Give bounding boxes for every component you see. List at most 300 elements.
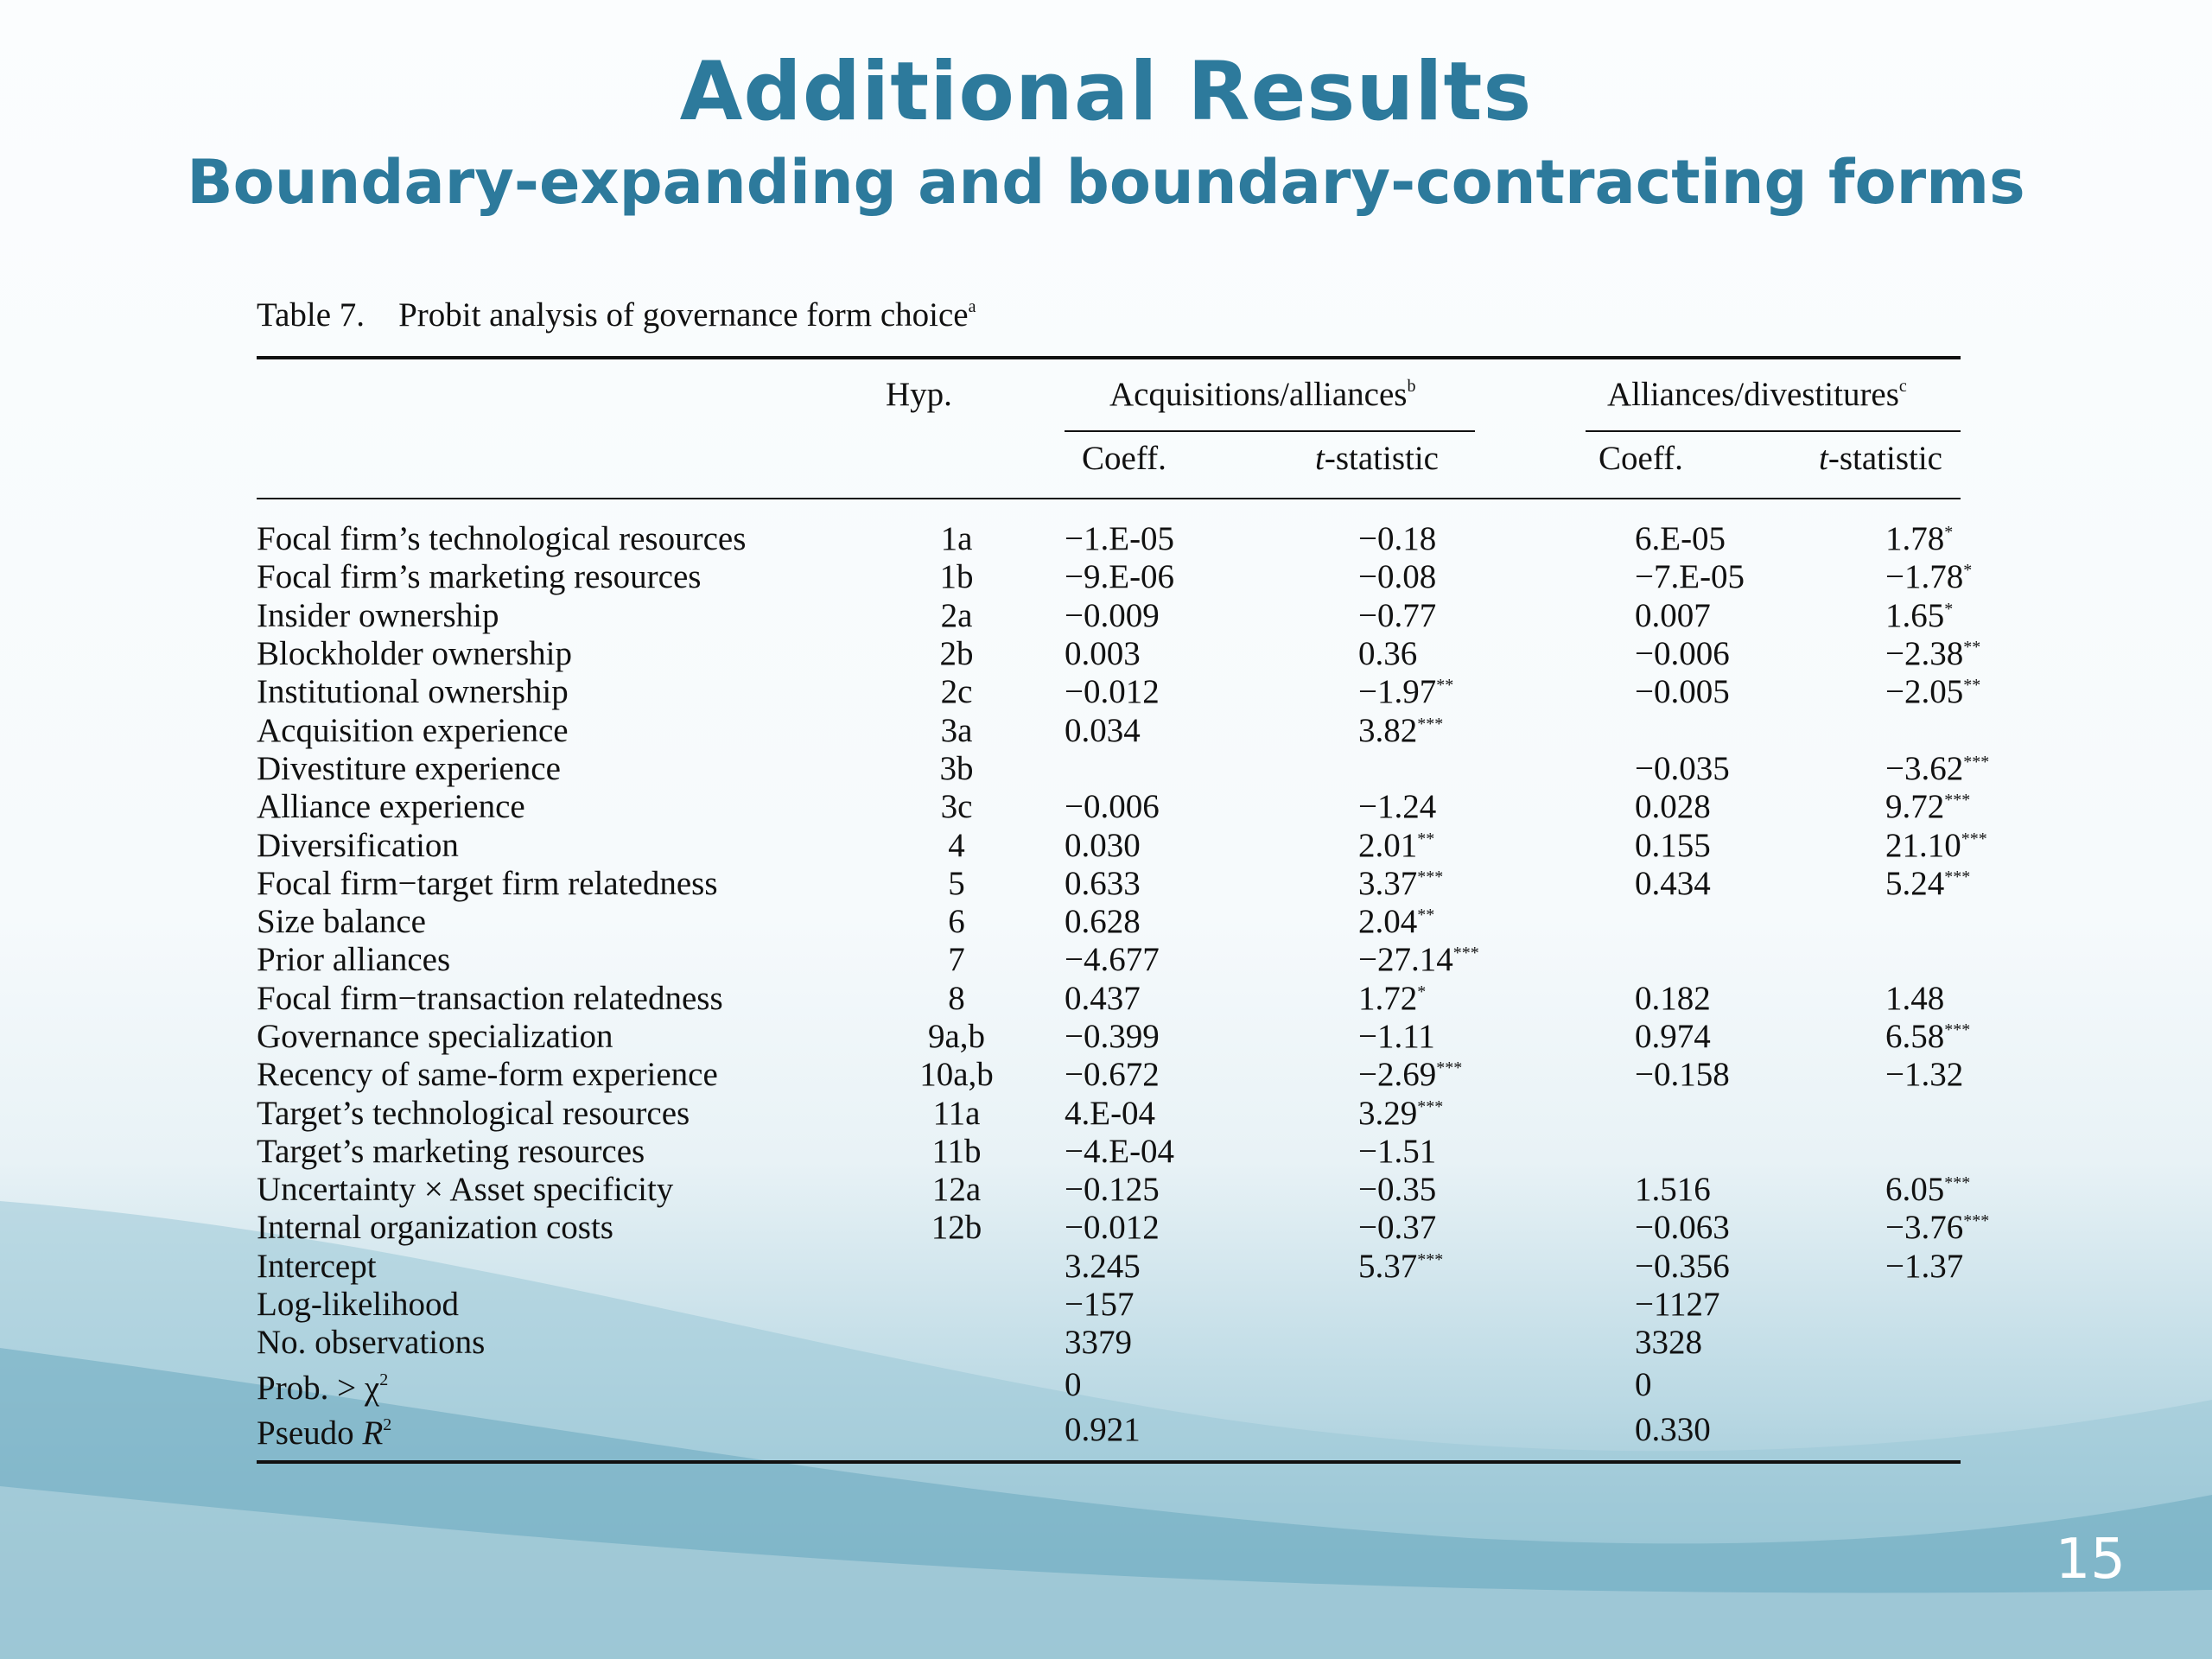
tstat-cell-2 — [1859, 711, 2069, 749]
table-row — [257, 1209, 2069, 1247]
hyp-cell — [879, 941, 1034, 979]
coeff-cell-1 — [1034, 673, 1324, 711]
coeff-cell-2 — [1618, 673, 1859, 711]
significance-stars: ** — [1417, 906, 1435, 925]
coeff-cell-1 — [1034, 788, 1324, 826]
row-label — [257, 865, 879, 903]
hyp-cell — [879, 711, 1034, 749]
row-label — [257, 980, 879, 1018]
tstat-italic-2: t — [1819, 440, 1828, 477]
significance-stars: *** — [1944, 791, 1971, 810]
tstat-cell-2 — [1859, 1209, 2069, 1247]
table-row — [257, 1056, 2069, 1094]
tstat-cell-2-text: −3.62 — [1885, 749, 1964, 787]
row-label-text: Focal firm−transaction relatedness — [257, 979, 723, 1017]
tstat-cell-2-text: −2.05 — [1885, 673, 1964, 711]
hyp-cell — [879, 1133, 1034, 1171]
tstat-cell-1-text: 3.29 — [1358, 1094, 1418, 1132]
tstat-cell-2-text: −3.76 — [1885, 1209, 1964, 1247]
coeff-cell-1 — [1034, 1056, 1324, 1094]
significance-stars: * — [1944, 599, 1954, 619]
row-label — [257, 941, 879, 979]
table-row — [257, 711, 2069, 749]
tstat-cell-1 — [1324, 941, 1618, 979]
row-label-text: Insider ownership — [257, 596, 499, 634]
row-label-text: Pseudo — [257, 1414, 363, 1452]
coeff-cell-2 — [1618, 520, 1859, 558]
table-row — [257, 1286, 2069, 1324]
significance-stars: * — [1944, 523, 1954, 543]
row-label — [257, 903, 879, 941]
tstat-cell-1 — [1324, 1056, 1618, 1094]
row-label-text: Acquisition experience — [257, 711, 569, 749]
hyp-cell-text: 1b — [939, 558, 974, 596]
row-label-text: Prior alliances — [257, 941, 451, 979]
tstat-cell-2 — [1859, 597, 2069, 635]
group1-rule — [1065, 430, 1475, 432]
tstat-cell-2-text: 1.78 — [1885, 520, 1945, 558]
coeff-cell-1-text: 4.E-04 — [1065, 1094, 1156, 1132]
coeff-cell-2-text: 0.007 — [1635, 596, 1711, 634]
coeff-cell-2 — [1618, 1324, 1859, 1362]
caption-text: Probit analysis of governance form choice — [398, 296, 969, 334]
tstat-header-1 — [1315, 439, 1439, 478]
row-label-text: Alliance experience — [257, 788, 525, 826]
top-rule — [257, 356, 1961, 359]
row-label — [257, 1248, 879, 1286]
coeff-cell-2-text: −0.005 — [1635, 673, 1730, 711]
hyp-cell-text: 8 — [948, 979, 965, 1017]
hyp-cell — [879, 865, 1034, 903]
row-label — [257, 826, 879, 864]
coeff-cell-2 — [1618, 1363, 1859, 1408]
hyp-cell-text: 9a,b — [927, 1018, 986, 1055]
tstat-cell-2 — [1859, 903, 2069, 941]
tstat-cell-2 — [1859, 1286, 2069, 1324]
coeff-cell-2 — [1618, 597, 1859, 635]
coeff-cell-1 — [1034, 711, 1324, 749]
significance-stars: *** — [1944, 1173, 1971, 1193]
table-row — [257, 673, 2069, 711]
coeff-cell-1 — [1034, 597, 1324, 635]
row-label — [257, 1133, 879, 1171]
hyp-cell — [879, 673, 1034, 711]
row-label-text: Recency of same-form experience — [257, 1056, 718, 1094]
data-table — [257, 520, 2069, 1452]
tstat-cell-1-text: 3.82 — [1358, 711, 1418, 749]
significance-stars: * — [1963, 561, 1973, 581]
slide-title: Additional Results — [679, 45, 1533, 139]
coeff-cell-2 — [1618, 635, 1859, 673]
row-label — [257, 788, 879, 826]
hyp-cell-text: 7 — [948, 941, 965, 979]
hyp-cell-text: 2c — [940, 673, 973, 711]
tstat-cell-1 — [1324, 1324, 1618, 1362]
coeff-cell-1-text: 0.628 — [1065, 903, 1141, 941]
hyp-cell-text: 11a — [932, 1094, 981, 1132]
tstat-cell-2-text: 21.10 — [1885, 826, 1961, 864]
hyp-cell-text: 2b — [939, 635, 974, 673]
group2-rule — [1586, 430, 1961, 432]
hyp-cell-text: 11b — [931, 1132, 982, 1170]
table-row — [257, 750, 2069, 788]
coeff-cell-2 — [1618, 1209, 1859, 1247]
coeff-cell-2-text: 3328 — [1635, 1324, 1702, 1362]
tstat-cell-1 — [1324, 865, 1618, 903]
significance-stars: *** — [1944, 867, 1971, 887]
row-label-text: No. observations — [257, 1324, 486, 1362]
coeff-cell-1 — [1034, 980, 1324, 1018]
hyp-cell — [879, 1171, 1034, 1209]
group2-header-text: Alliances/divestitures — [1607, 376, 1899, 413]
table-caption — [257, 296, 976, 334]
coeff-cell-2 — [1618, 1056, 1859, 1094]
tstat-cell-1 — [1324, 980, 1618, 1018]
coeff-cell-1-text: 0.003 — [1065, 635, 1141, 673]
coeff-cell-2 — [1618, 788, 1859, 826]
tstat-header-2 — [1819, 439, 1942, 478]
row-label-text: Size balance — [257, 903, 426, 941]
coeff-header-1: Coeff. — [1082, 440, 1166, 477]
tstat-cell-2 — [1859, 980, 2069, 1018]
tstat-cell-1-text: −0.18 — [1358, 520, 1437, 558]
significance-stars: * — [1417, 982, 1427, 1001]
significance-stars: *** — [1436, 1058, 1463, 1078]
tstat-cell-2 — [1859, 941, 2069, 979]
significance-stars: *** — [1963, 1211, 1990, 1231]
coeff-cell-1 — [1034, 1408, 1324, 1452]
coeff-cell-2-text: −0.063 — [1635, 1209, 1730, 1247]
coeff-cell-1-text: −0.399 — [1065, 1018, 1160, 1055]
tstat-cell-1-text: 2.01 — [1358, 826, 1418, 864]
coeff-cell-2-text: 1.516 — [1635, 1171, 1711, 1209]
tstat-cell-2 — [1859, 1248, 2069, 1286]
coeff-cell-1 — [1034, 1171, 1324, 1209]
row-label — [257, 558, 879, 596]
tstat-cell-2 — [1859, 826, 2069, 864]
hyp-cell-text: 3c — [940, 788, 973, 826]
tstat-cell-2 — [1859, 865, 2069, 903]
coeff-cell-1-text: 0.921 — [1065, 1410, 1141, 1448]
coeff-cell-2-text: 0.028 — [1635, 788, 1711, 826]
tstat-cell-2 — [1859, 750, 2069, 788]
row-label — [257, 750, 879, 788]
coeff-cell-1 — [1034, 941, 1324, 979]
coeff-cell-1 — [1034, 635, 1324, 673]
coeff-cell-1 — [1034, 1018, 1324, 1056]
coeff-cell-1 — [1034, 1133, 1324, 1171]
coeff-cell-1-text: 0.030 — [1065, 826, 1141, 864]
coeff-cell-1-text: −0.672 — [1065, 1056, 1160, 1094]
coeff-cell-2 — [1618, 980, 1859, 1018]
tstat-cell-1-text: −2.69 — [1358, 1056, 1437, 1094]
coeff-cell-1-text: −1.E-05 — [1065, 520, 1175, 558]
tstat-cell-1-text: −1.51 — [1358, 1132, 1437, 1170]
row-label-text: Institutional ownership — [257, 673, 569, 711]
tstat-cell-1 — [1324, 1018, 1618, 1056]
table-row — [257, 597, 2069, 635]
coeff-cell-1-text: −0.125 — [1065, 1171, 1160, 1209]
row-label — [257, 520, 879, 558]
coeff-cell-1 — [1034, 1324, 1324, 1362]
hyp-cell — [879, 788, 1034, 826]
row-label — [257, 1094, 879, 1132]
hyp-cell — [879, 1056, 1034, 1094]
group1-note: b — [1407, 377, 1416, 396]
tstat-cell-2 — [1859, 1133, 2069, 1171]
coeff-cell-2-text: 6.E-05 — [1635, 520, 1726, 558]
tstat-cell-2 — [1859, 788, 2069, 826]
label-italic: R — [362, 1414, 384, 1452]
hyp-cell-text: 3a — [940, 711, 973, 749]
row-label-text: Target’s marketing resources — [257, 1132, 645, 1170]
table-row — [257, 903, 2069, 941]
table-row — [257, 826, 2069, 864]
significance-stars: *** — [1961, 829, 1987, 849]
significance-stars: *** — [1417, 714, 1444, 734]
table-row — [257, 1408, 2069, 1452]
tstat-cell-1-text: −27.14 — [1358, 941, 1453, 979]
tstat-cell-2 — [1859, 1324, 2069, 1362]
coeff-cell-1 — [1034, 903, 1324, 941]
tstat-cell-1 — [1324, 788, 1618, 826]
coeff-cell-1-text: 0 — [1065, 1365, 1082, 1403]
coeff-cell-2 — [1618, 941, 1859, 979]
table-row — [257, 980, 2069, 1018]
coeff-cell-1-text: −9.E-06 — [1065, 558, 1175, 596]
coeff-cell-2-text: 0 — [1635, 1365, 1652, 1403]
tstat-cell-1-text: −1.97 — [1358, 673, 1437, 711]
coeff-cell-1-text: −157 — [1065, 1286, 1135, 1324]
row-label — [257, 1018, 879, 1056]
hyp-cell — [879, 1094, 1034, 1132]
tstat-cell-1 — [1324, 1171, 1618, 1209]
coeff-cell-2-text: −0.035 — [1635, 749, 1730, 787]
tstat-cell-1-text: −1.24 — [1358, 788, 1437, 826]
tstat-cell-2 — [1859, 1018, 2069, 1056]
tstat-cell-1 — [1324, 597, 1618, 635]
label-superscript: 2 — [383, 1414, 392, 1434]
coeff-cell-1 — [1034, 750, 1324, 788]
tstat-cell-2-text: 1.48 — [1885, 979, 1945, 1017]
coeff-cell-2-text: 0.434 — [1635, 864, 1711, 902]
hyp-cell-text: 4 — [948, 826, 965, 864]
bottom-rule — [257, 1460, 1961, 1464]
significance-stars: *** — [1417, 1249, 1444, 1269]
tstat-cell-2-text: −1.32 — [1885, 1056, 1964, 1094]
coeff-cell-2-text: −1127 — [1635, 1286, 1720, 1324]
tstat-cell-1 — [1324, 1133, 1618, 1171]
tstat-cell-1 — [1324, 1248, 1618, 1286]
coeff-cell-2 — [1618, 865, 1859, 903]
group2-header — [1607, 375, 1907, 414]
hyp-cell-text: 2a — [940, 596, 973, 634]
tstat-cell-1 — [1324, 711, 1618, 749]
tstat-rest-2: -statistic — [1827, 440, 1942, 477]
tstat-cell-2 — [1859, 635, 2069, 673]
coeff-cell-1-text: −4.677 — [1065, 941, 1160, 979]
significance-stars: ** — [1417, 829, 1435, 849]
coeff-cell-2 — [1618, 826, 1859, 864]
hyp-header: Hyp. — [886, 376, 952, 413]
row-label-text: Governance specialization — [257, 1018, 613, 1055]
coeff-cell-2 — [1618, 1094, 1859, 1132]
slide-subtitle: Boundary-expanding and boundary-contracting forms — [187, 147, 2025, 218]
hyp-cell — [879, 635, 1034, 673]
group1-header-text: Acquisitions/alliances — [1109, 376, 1408, 413]
row-label-text: Prob. > χ — [257, 1369, 380, 1407]
row-label — [257, 1209, 879, 1247]
tstat-cell-1 — [1324, 1408, 1618, 1452]
tstat-cell-1 — [1324, 673, 1618, 711]
coeff-cell-1-text: −0.006 — [1065, 788, 1160, 826]
tstat-cell-1-text: −0.77 — [1358, 596, 1437, 634]
hyp-cell — [879, 1248, 1034, 1286]
coeff-cell-2-text: 0.974 — [1635, 1018, 1711, 1055]
coeff-cell-1-text: −0.012 — [1065, 673, 1160, 711]
coeff-cell-1-text: 0.633 — [1065, 864, 1141, 902]
tstat-cell-2-text: −1.78 — [1885, 558, 1964, 596]
hyp-cell — [879, 558, 1034, 596]
row-label — [257, 635, 879, 673]
tstat-cell-1 — [1324, 635, 1618, 673]
coeff-cell-1-text: −0.009 — [1065, 596, 1160, 634]
coeff-cell-1-text: 0.034 — [1065, 711, 1141, 749]
tstat-cell-1 — [1324, 750, 1618, 788]
significance-stars: *** — [1452, 944, 1479, 963]
table-row — [257, 865, 2069, 903]
row-label-text: Intercept — [257, 1247, 377, 1285]
tstat-cell-1-text: 0.36 — [1358, 635, 1418, 673]
coeff-cell-2 — [1618, 1408, 1859, 1452]
row-label-text: Divestiture experience — [257, 749, 561, 787]
tstat-cell-2 — [1859, 1363, 2069, 1408]
coeff-cell-1 — [1034, 1209, 1324, 1247]
table-row — [257, 1133, 2069, 1171]
tstat-cell-1 — [1324, 1094, 1618, 1132]
tstat-cell-2-text: −1.37 — [1885, 1247, 1964, 1285]
tstat-cell-2-text: 1.65 — [1885, 596, 1945, 634]
hyp-cell — [879, 1209, 1034, 1247]
row-label — [257, 597, 879, 635]
significance-stars: ** — [1963, 638, 1981, 658]
table-row — [257, 941, 2069, 979]
coeff-cell-1-text: 0.437 — [1065, 979, 1141, 1017]
coeff-cell-2 — [1618, 903, 1859, 941]
label-superscript: 2 — [379, 1370, 389, 1389]
coeff-cell-1 — [1034, 826, 1324, 864]
row-label-text: Target’s technological resources — [257, 1094, 690, 1132]
coeff-cell-1 — [1034, 520, 1324, 558]
coeff-cell-1 — [1034, 1363, 1324, 1408]
tstat-cell-1 — [1324, 826, 1618, 864]
tstat-cell-2-text: 6.05 — [1885, 1171, 1945, 1209]
significance-stars: ** — [1436, 676, 1454, 696]
tstat-cell-1 — [1324, 1209, 1618, 1247]
tstat-cell-2 — [1859, 1094, 2069, 1132]
hyp-cell — [879, 826, 1034, 864]
caption-prefix: Table 7. — [257, 296, 365, 334]
coeff-cell-1-text: −4.E-04 — [1065, 1132, 1175, 1170]
tstat-cell-1-text: −1.11 — [1358, 1018, 1435, 1055]
row-label-text: Diversification — [257, 826, 459, 864]
coeff-cell-2 — [1618, 1018, 1859, 1056]
coeff-cell-2 — [1618, 711, 1859, 749]
coeff-cell-2 — [1618, 1248, 1859, 1286]
hyp-cell-text: 3b — [939, 749, 974, 787]
coeff-cell-1-text: −0.012 — [1065, 1209, 1160, 1247]
coeff-cell-2-text: 0.182 — [1635, 979, 1711, 1017]
table-row — [257, 788, 2069, 826]
tstat-cell-2-text: 9.72 — [1885, 788, 1945, 826]
hyp-cell — [879, 1408, 1034, 1452]
table-row — [257, 1324, 2069, 1362]
hyp-cell — [879, 1018, 1034, 1056]
table-row — [257, 558, 2069, 596]
row-label — [257, 1286, 879, 1324]
coeff-cell-1 — [1034, 558, 1324, 596]
table-row — [257, 1018, 2069, 1056]
tstat-cell-1-text: −0.35 — [1358, 1171, 1437, 1209]
tstat-cell-1 — [1324, 1363, 1618, 1408]
row-label — [257, 673, 879, 711]
tstat-cell-1 — [1324, 558, 1618, 596]
hyp-cell — [879, 1286, 1034, 1324]
group1-header — [1109, 375, 1415, 414]
significance-stars: *** — [1417, 867, 1444, 887]
hyp-cell-text: 12b — [931, 1209, 982, 1247]
row-label — [257, 1408, 879, 1452]
table-row — [257, 1094, 2069, 1132]
hyp-cell — [879, 903, 1034, 941]
tstat-cell-2-text: 6.58 — [1885, 1018, 1945, 1055]
tstat-cell-1-text: 1.72 — [1358, 979, 1418, 1017]
tstat-italic-1: t — [1315, 440, 1325, 477]
coeff-cell-1-text: 3.245 — [1065, 1247, 1141, 1285]
hyp-cell — [879, 1363, 1034, 1408]
row-label-text: Internal organization costs — [257, 1209, 613, 1247]
hyp-cell — [879, 597, 1034, 635]
coeff-cell-1 — [1034, 1286, 1324, 1324]
row-label-text: Log-likelihood — [257, 1286, 459, 1324]
row-label-text: Blockholder ownership — [257, 635, 573, 673]
coeff-cell-2 — [1618, 558, 1859, 596]
tstat-cell-1 — [1324, 1286, 1618, 1324]
coeff-cell-2 — [1618, 1133, 1859, 1171]
hyp-cell-text: 5 — [948, 864, 965, 902]
caption-note: a — [968, 297, 976, 316]
header-rule — [257, 498, 1961, 499]
coeff-cell-1-text: 3379 — [1065, 1324, 1132, 1362]
hyp-cell — [879, 980, 1034, 1018]
coeff-cell-1 — [1034, 865, 1324, 903]
table-row — [257, 635, 2069, 673]
hyp-cell-text: 10a,b — [919, 1056, 994, 1094]
coeff-cell-2-text: −7.E-05 — [1635, 558, 1745, 596]
table-row — [257, 1248, 2069, 1286]
tstat-cell-2 — [1859, 1171, 2069, 1209]
significance-stars: *** — [1944, 1020, 1971, 1039]
hyp-cell — [879, 520, 1034, 558]
tstat-cell-1-text: 2.04 — [1358, 903, 1418, 941]
hyp-cell-text: 6 — [948, 903, 965, 941]
coeff-cell-1 — [1034, 1248, 1324, 1286]
row-label-text: Focal firm’s technological resources — [257, 520, 747, 558]
coeff-cell-2-text: 0.330 — [1635, 1410, 1711, 1448]
tstat-cell-1 — [1324, 903, 1618, 941]
coeff-cell-2-text: −0.356 — [1635, 1247, 1730, 1285]
tstat-rest-1: -statistic — [1324, 440, 1439, 477]
